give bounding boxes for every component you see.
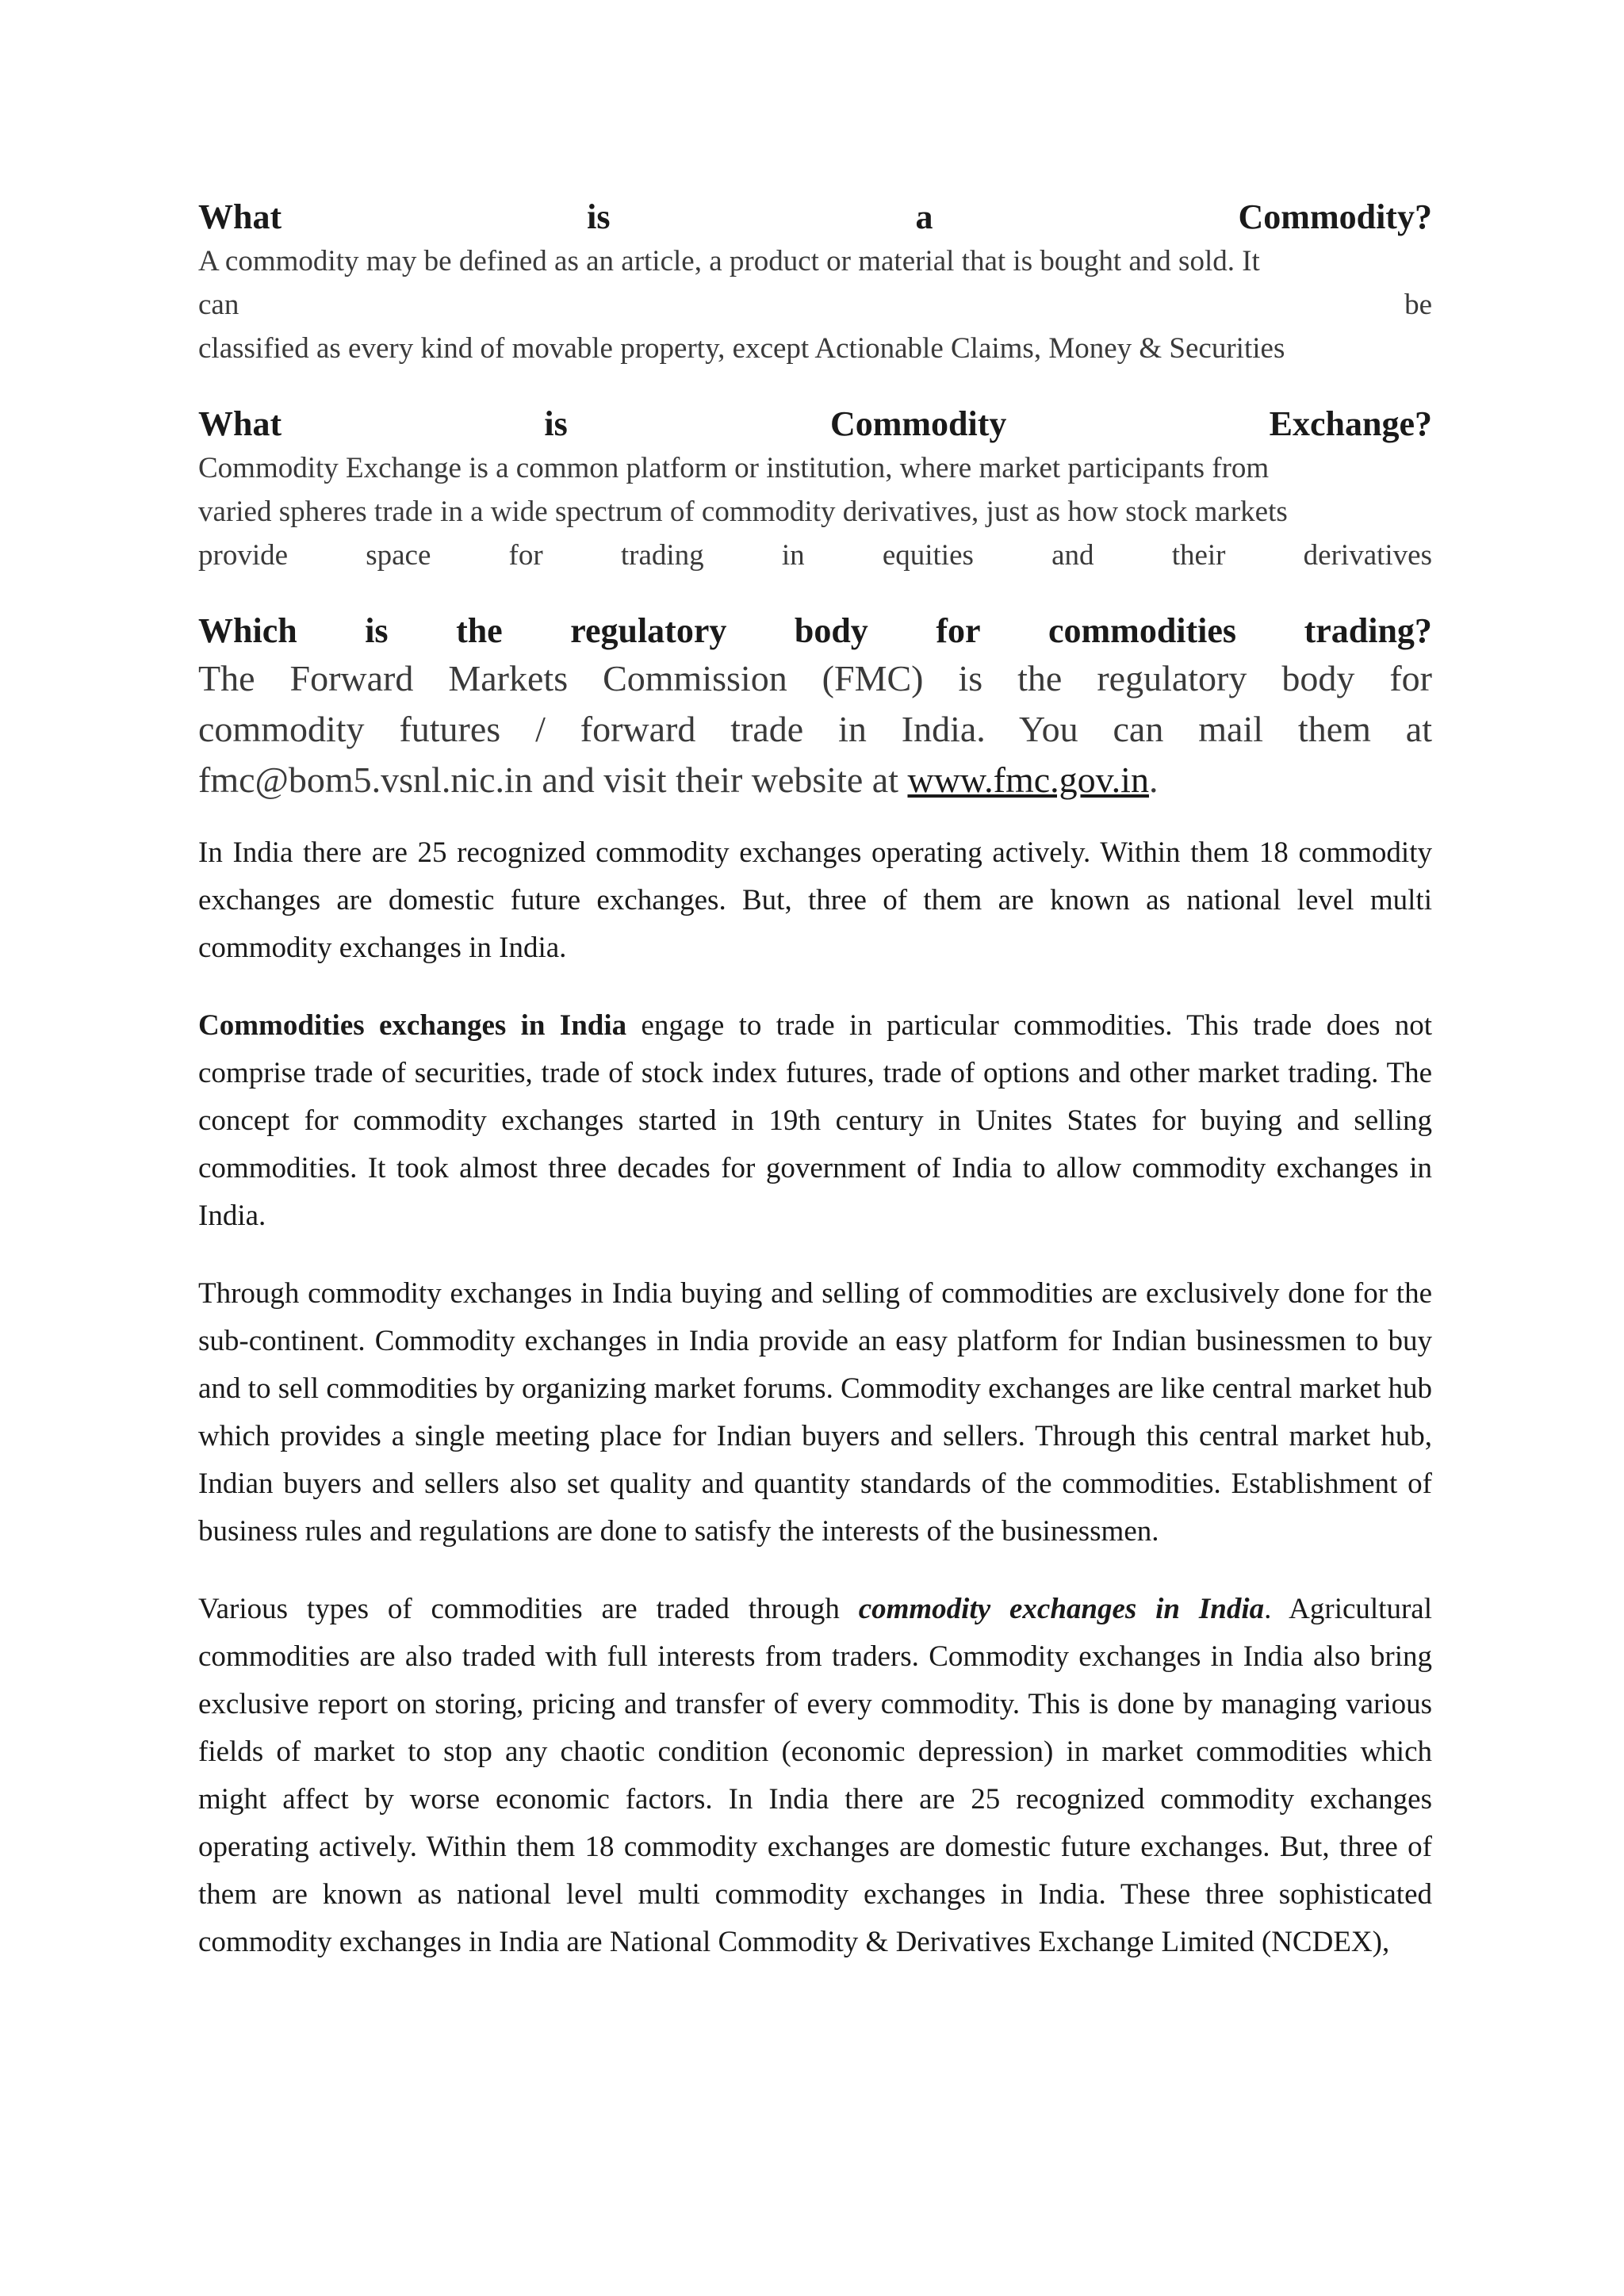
answer-word: equities (882, 539, 974, 572)
heading-word: trading? (1304, 611, 1432, 650)
period: . (1148, 760, 1159, 800)
heading-word: regulatory (570, 611, 727, 650)
email-text: fmc@bom5.vsnl.nic.in and visit their website at (198, 760, 908, 800)
heading-word: is (587, 197, 611, 236)
heading-word: Exchange? (1269, 404, 1432, 443)
answer-line: classified as every kind of movable property, except Actionable Claims, Money & Securities (198, 332, 1285, 365)
answer-word: derivatives (1303, 539, 1432, 572)
answer-word: in (781, 539, 805, 572)
answer-line: commodity futures / forward trade in India. You can mail them at (198, 709, 1432, 749)
heading-word: is (544, 404, 568, 443)
paragraph-text: Various types of commodities are traded through (198, 1593, 859, 1625)
answer-line: A commodity may be defined as an article, a product or material that is bought and sold. It (198, 245, 1260, 277)
fmc-website-link[interactable]: www.fmc.gov.in (907, 760, 1149, 800)
heading-regulatory-body (198, 609, 1432, 653)
heading-word: What (198, 404, 282, 443)
paragraph-text: engage to trade in particular commodities. This trade does not comprise trade of securities, trade of stock index futures, trade of options and other market trading. The concept for commodity exchanges started in 19th century in Unites States for buying and selling commodities. It took almost three decades for government of India to allow commodity exchanges in India. (198, 1009, 1432, 1232)
heading-what-is-commodity-exchange (198, 402, 1432, 446)
heading-what-is-commodity (198, 195, 1432, 239)
answer-word: can (198, 289, 239, 321)
answer-word: be (1404, 289, 1432, 321)
paragraph-text: . Agricultural commodities are also traded with full interests from traders. Commodity exchanges in India also bring exclusive report on storing, pricing and transfer of every commodity. This is done by managing various fields of market to stop any chaotic condition (economic depression) in market commodities which might affect by worse economic factors. In India there are 25 recognized commodity exchanges operating actively. Within them 18 commodity exchanges are domestic future exchanges. But, three of them are known as national level multi commodity exchanges in India. These three sophisticated commodity exchanges in India are National Commodity & Derivatives Exchange Limited (NCDEX), (198, 1593, 1432, 1958)
answer-word: trading (620, 539, 704, 572)
heading-word: Which (198, 611, 297, 650)
answer-line: varied spheres trade in a wide spectrum of commodity derivatives, just as how stock markets (198, 496, 1288, 528)
answer-line (198, 755, 1432, 806)
heading-word: body (794, 611, 868, 650)
paragraph-various-types (198, 1586, 1432, 1966)
paragraph-commodities-exchanges (198, 1002, 1432, 1240)
answer-word: and (1051, 539, 1094, 572)
heading-word: the (456, 611, 503, 650)
emphasis-phrase: commodity exchanges in India (858, 1593, 1265, 1625)
answer-line: The Forward Markets Commission (FMC) is the regulatory body for (198, 658, 1432, 698)
answer-word: for (508, 539, 543, 572)
heading-word: a (915, 197, 933, 236)
document-page (198, 195, 1432, 1966)
answer-word: provide (198, 539, 289, 572)
heading-word: commodities (1048, 611, 1237, 650)
heading-word: Commodity? (1238, 197, 1432, 236)
bold-phrase: Commodities exchanges in India (198, 1009, 627, 1042)
paragraph-buying-selling: Through commodity exchanges in India buying and selling of commodities are exclusively done for the sub-continent. Commodity exchanges in India provide an easy platform for Indian businessmen to buy and to sell commodities by organizing market forums. Commodity exchanges are like central market hub which provides a single meeting place for Indian buyers and sellers. Through this central market hub, Indian buyers and sellers also set quality and quantity standards of the commodities. Establishment of business rules and regulations are done to satisfy the interests of the businessmen. (198, 1277, 1432, 1548)
answer-line-spread (198, 283, 1432, 327)
heading-word: What (198, 197, 282, 236)
heading-word: for (936, 611, 981, 650)
heading-word: Commodity (829, 404, 1007, 443)
answer-word: space (366, 539, 431, 572)
answer-line-spread (198, 534, 1432, 577)
answer-line: Commodity Exchange is a common platform or institution, where market participants from (198, 452, 1270, 484)
paragraph-exchanges-count: In India there are 25 recognized commodity exchanges operating actively. Within them 18 commodity exchanges are domestic future exchanges. But, three of them are known as national level multi commodity exchanges in India. (198, 836, 1432, 964)
answer-word: their (1171, 539, 1226, 572)
heading-word: is (365, 611, 389, 650)
